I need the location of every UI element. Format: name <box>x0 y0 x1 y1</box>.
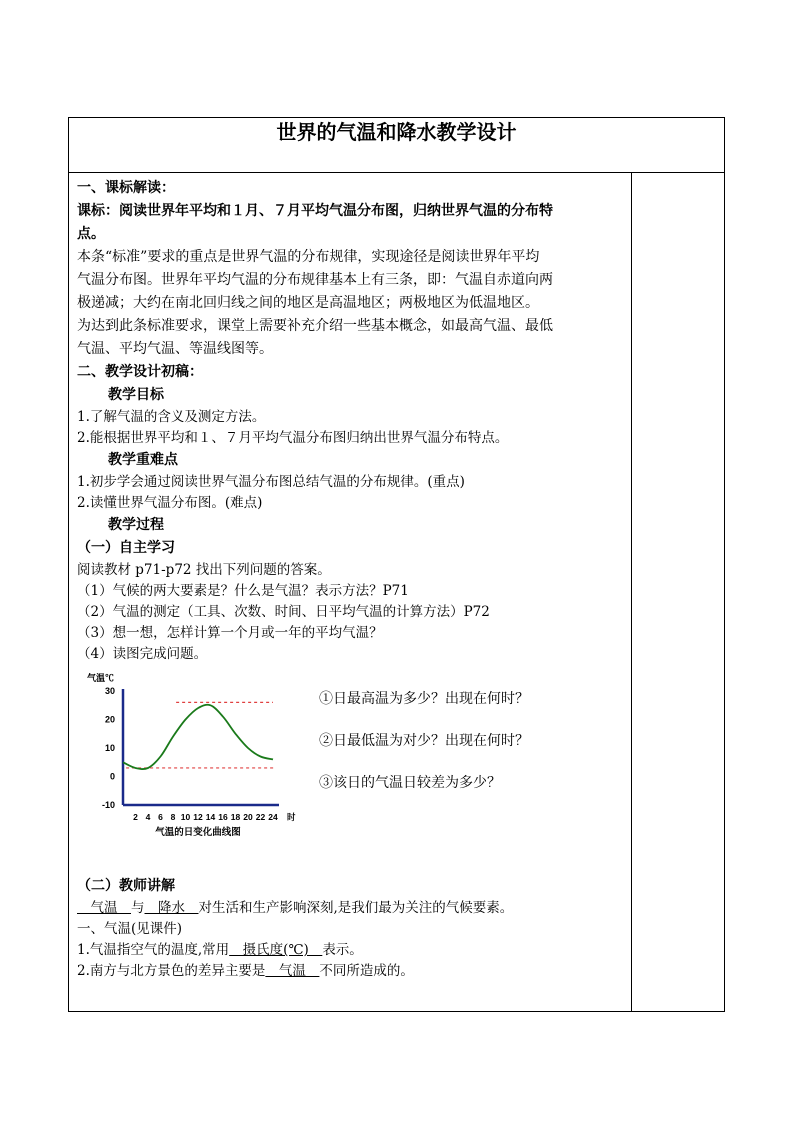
chart-ylabel: 气温℃ <box>87 673 115 683</box>
process-title: 教学过程 <box>108 517 164 533</box>
standard-line-2: 点。 <box>77 226 105 242</box>
y-tick-label: 0 <box>109 771 115 782</box>
definition-line <box>77 940 625 961</box>
x-tick-label: 16 <box>218 812 228 822</box>
question-item: （2）气温的测定（工具、次数、时间、日平均气温的计算方法）P72 <box>77 604 490 620</box>
y-tick-label: 10 <box>104 743 115 753</box>
self-study-title: （一）自主学习 <box>77 540 175 556</box>
blank-answer: 降水 <box>144 900 199 916</box>
text: 与 <box>131 900 145 916</box>
text: 1.气温指空气的温度,常用 <box>77 942 230 958</box>
paragraph-line: 本条“标准”要求的重点是世界气温的分布规律，实现途径是阅读世界年平均 <box>77 249 540 265</box>
key-point-item: 1.初步学会通过阅读世界气温分布图总结气温的分布规律。(重点) <box>77 474 465 490</box>
lesson-plan-table <box>68 117 725 1012</box>
chart-question-3: ③该日的气温日较差为多少？ <box>319 775 501 791</box>
x-tick-label: 6 <box>158 812 163 822</box>
blank-answer: 气温 <box>265 963 320 979</box>
paragraph-line: 气温分布图。世界年平均气温的分布规律基本上有三条，即：气温自赤道向两 <box>77 272 553 288</box>
temperature-heading: 一、气温(见课件) <box>77 921 183 937</box>
x-tick-label: 18 <box>230 812 241 822</box>
y-tick-label: 30 <box>104 686 115 696</box>
y-tick-label: -10 <box>101 800 115 810</box>
standard-line-1: 课标：阅读世界年平均和１月、７月平均气温分布图，归纳世界气温的分布特 <box>77 203 553 219</box>
goals-title: 教学目标 <box>108 387 164 403</box>
section-2-heading: 二、教学设计初稿： <box>77 364 203 380</box>
paragraph-line: 为达到此条标准要求，课堂上需要补充介绍一些基本概念，如最高气温、最低 <box>77 318 553 334</box>
key-points-title: 教学重难点 <box>108 452 178 468</box>
reading-instruction: 阅读教材 p71-p72 找出下列问题的答案。 <box>77 562 331 578</box>
key-point-item: 2.读懂世界气温分布图。(难点) <box>77 495 263 511</box>
page-title: 世界的气温和降水教学设计 <box>276 120 517 144</box>
teacher-section-title: （二）教师讲解 <box>77 878 175 894</box>
text: 不同所造成的。 <box>319 963 414 979</box>
question-item: （3）想一想，怎样计算一个月或一年的平均气温？ <box>77 625 383 641</box>
goal-item: 2.能根据世界平均和１、７月平均气温分布图归纳出世界气温分布特点。 <box>77 430 509 446</box>
difference-line <box>77 961 625 982</box>
paragraph-line: 极递减；大约在南北回归线之间的地区是高温地区；两极地区为低温地区。 <box>77 295 539 311</box>
text: 表示。 <box>322 942 363 958</box>
chart-question-2: ②日最低温为对少？出现在何时？ <box>319 733 529 749</box>
x-tick-label: 20 <box>243 812 253 822</box>
x-tick-label: 12 <box>193 812 203 822</box>
blank-answer: 摄氏度(℃) <box>229 942 323 958</box>
blank-answer: 气温 <box>77 900 131 916</box>
goal-item: 1.了解气温的含义及测定方法。 <box>77 409 266 425</box>
temperature-series-line <box>123 705 273 769</box>
text: 对生活和生产影响深刻,是我们最为关注的气候要素。 <box>198 900 514 916</box>
x-tick-label: 10 <box>180 812 191 822</box>
x-tick-label: 24 <box>268 812 278 822</box>
content <box>77 177 625 982</box>
x-axis-unit: 时 <box>287 812 296 822</box>
x-tick-label: 4 <box>145 812 151 822</box>
intro-line <box>77 898 625 919</box>
temperature-chart-block <box>77 671 625 875</box>
title-cell <box>69 118 724 173</box>
text: 2.南方与北方景色的差异主要是 <box>77 963 266 979</box>
x-tick-label: 2 <box>133 812 138 822</box>
main-content-cell <box>69 173 632 1011</box>
temperature-chart <box>77 671 307 875</box>
x-tick-label: 22 <box>255 812 266 822</box>
section-1-heading: 一、课标解读： <box>77 180 175 196</box>
x-tick-label: 8 <box>170 812 176 822</box>
question-item: （1）气候的两大要素是？什么是气温？表示方法？P71 <box>77 583 409 599</box>
y-tick-label: 20 <box>104 714 115 725</box>
notes-cell <box>632 173 724 1011</box>
chart-title: 气温的日变化曲线图 <box>155 827 241 838</box>
chart-question-1: ①日最高温为多少？出现在何时？ <box>319 691 529 707</box>
paragraph-line: 气温、平均气温、等温线图等。 <box>77 341 273 357</box>
x-tick-label: 14 <box>205 812 216 822</box>
question-item: （4）读图完成问题。 <box>77 646 208 662</box>
